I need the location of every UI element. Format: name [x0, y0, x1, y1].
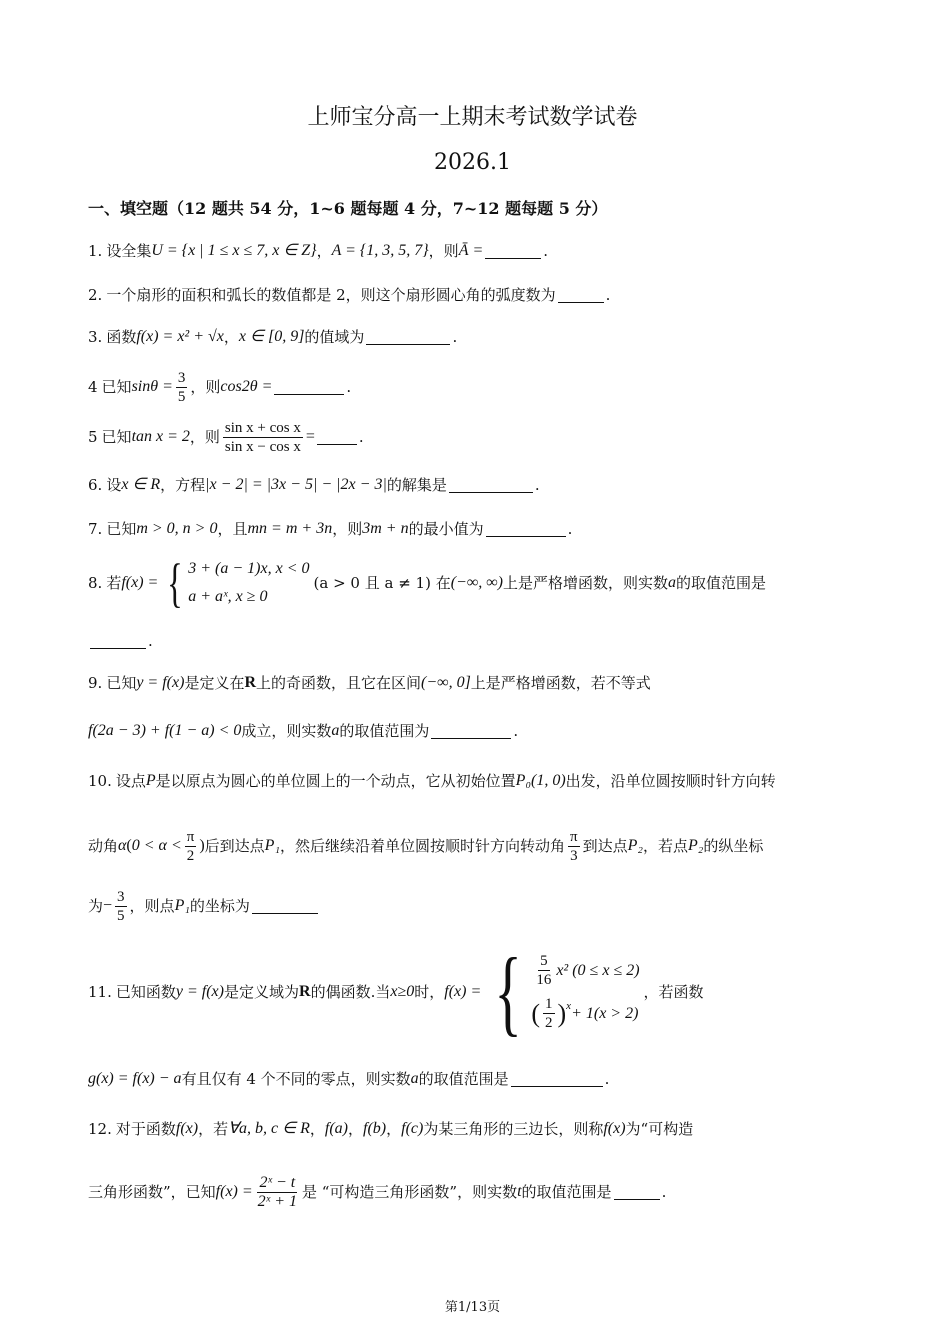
question-7 — [88, 518, 865, 540]
text: ， — [316, 242, 332, 260]
fraction — [115, 888, 127, 925]
text: 已知函数 — [115, 983, 176, 1001]
denominator: 2 — [186, 847, 195, 864]
text: . — [346, 378, 352, 396]
text: 的解集是 — [386, 476, 447, 494]
math-fc: f(c) — [401, 1120, 424, 1137]
question-number: 3. — [88, 328, 103, 346]
piece-row-1 — [531, 952, 639, 989]
exam-title: 上师宝分高一上期末考试数学试卷 — [307, 105, 638, 130]
text: ，则 — [332, 520, 363, 538]
numerator: 1 — [545, 996, 553, 1012]
text: 的坐标为 — [189, 897, 250, 915]
text: ，则 — [189, 428, 220, 446]
math-point: P₂ — [687, 837, 704, 854]
text: 后到达点 — [204, 837, 265, 855]
brace-symbol: { — [494, 938, 523, 1045]
text: 是定义域为 — [223, 983, 299, 1001]
math-set-u: U = {x | 1 ≤ x ≤ 7, x ∈ Z} — [151, 242, 317, 259]
answer-blank — [252, 899, 318, 914]
paren: ) — [199, 837, 205, 854]
question-9-continued — [88, 720, 865, 742]
text: 为某三角形的三边长，则称 — [423, 1120, 604, 1138]
denominator: 5 — [117, 907, 125, 924]
math-expr: cos2θ = — [220, 378, 273, 395]
question-12-continued — [88, 1168, 865, 1216]
math-equation: |x − 2| = |3x − 5| − |2x − 3| — [205, 476, 387, 493]
numerator: π — [186, 828, 195, 845]
text: ，则 — [428, 242, 459, 260]
text: 的最小值为 — [408, 520, 484, 538]
text: 设点 — [115, 772, 146, 790]
text: 已知 — [106, 674, 137, 692]
numerator: 5 — [540, 953, 548, 969]
piecewise — [485, 938, 640, 1045]
question-3 — [88, 326, 865, 348]
text: ，若 — [198, 1120, 229, 1138]
math-r: R — [244, 674, 257, 691]
fraction — [176, 369, 188, 406]
math-eq: = — [305, 428, 315, 445]
text: . — [358, 428, 364, 446]
numerator: sin x + cos x — [224, 419, 301, 436]
text: 设全集 — [106, 242, 152, 260]
text: 是定义在 — [184, 674, 245, 692]
text: 函数 — [106, 328, 137, 346]
math-expr: f(x) — [175, 1120, 199, 1137]
text: 动角 — [88, 837, 119, 855]
math-fa: f(a) — [324, 1120, 348, 1137]
text: 一个扇形的面积和弧长的数值都是 2，则这个扇形圆心角的弧度数为 — [106, 286, 556, 304]
piece-row-2: ( $\frac{1}{2}$ ) x + 1(x > 2) — [531, 996, 639, 1031]
question-11-continued — [88, 1068, 865, 1090]
text: 已知 — [101, 428, 132, 446]
answer-blank — [274, 380, 344, 395]
question-number: 4 — [88, 378, 98, 396]
text: (a > 0 且 a ≠ 1) 在 — [313, 574, 451, 592]
math-point: P₀(1, 0) — [515, 772, 566, 789]
math-expr: g(x) = f(x) − a — [88, 1070, 182, 1087]
paren: ( — [126, 837, 132, 854]
answer-blank — [614, 1185, 660, 1200]
text: 为“可构造 — [625, 1120, 694, 1138]
text: 成立，则实数 — [241, 722, 332, 740]
math-inequality: f(2a − 3) + f(1 − a) < 0 — [88, 722, 242, 739]
section-heading: 一、填空题（12 题共 54 分，1~6 题每题 4 分，7~12 题每题 5 分） — [88, 199, 608, 218]
numerator: 3 — [117, 888, 125, 905]
math-sign: − — [103, 897, 113, 914]
text: 的取值范围是 — [418, 1070, 509, 1088]
fraction — [185, 828, 197, 865]
math-lhs: f(x) = — [215, 1183, 253, 1200]
math-set-a: A = {1, 3, 5, 7} — [331, 242, 429, 259]
text: 的值域为 — [304, 328, 365, 346]
answer-blank — [486, 522, 566, 537]
math-var: a — [410, 1070, 419, 1087]
text: 若 — [106, 574, 122, 592]
text: . — [604, 1070, 610, 1088]
question-12: 12. 对于函数 f(x) ，若 ∀a, b, c ∈ R ， f(a) ， f(b) ， f(c) 为某三角形的三边长，则称 f(x) 为“可构造 — [88, 1120, 694, 1138]
math-point: P₁ — [174, 897, 190, 914]
text: ，然后继续沿着单位圆按顺时针方向转动角 — [280, 837, 566, 855]
text: 时， — [414, 983, 445, 1001]
text: 是以原点为圆心的单位圆上的一个动点，它从初始位置 — [155, 772, 516, 790]
text: . — [661, 1183, 667, 1201]
piece-expr: x² (0 ≤ x ≤ 2) — [556, 961, 640, 979]
text: . — [605, 286, 611, 304]
denominator: 16 — [536, 972, 552, 988]
question-number: 1. — [88, 242, 103, 260]
denominator: 2 — [545, 1015, 553, 1031]
text: . — [534, 476, 540, 494]
math-domain: x ∈ [0, 9] — [238, 328, 305, 345]
text: 到达点 — [582, 837, 628, 855]
math-expr: y = f(x) — [136, 674, 185, 691]
question-number: 11. — [88, 983, 112, 1001]
question-number: 9. — [88, 674, 103, 692]
question-10-line-2 — [88, 822, 865, 870]
numerator: π — [570, 828, 578, 845]
question-2 — [88, 284, 865, 306]
math-r: R — [299, 983, 311, 1000]
piece-row-2: a + aˣ, x ≥ 0 — [188, 588, 268, 605]
text: 三角形函数”，已知 — [88, 1183, 216, 1201]
piece-row-1: 3 + (a − 1)x, x < 0 — [188, 560, 310, 577]
text: ，则点 — [129, 897, 175, 915]
answer-blank — [558, 288, 604, 303]
text: ，且 — [217, 520, 248, 538]
math-cond: x ∈ R — [121, 476, 161, 493]
math-interval: (−∞, 0] — [421, 674, 471, 691]
text: 是 “可构造三角形函数”，则实数 — [301, 1183, 518, 1201]
answer-blank — [511, 1072, 603, 1087]
text: 已知 — [106, 520, 137, 538]
math-cond: m > 0, n > 0 — [136, 520, 218, 537]
question-10-line-3 — [88, 882, 865, 930]
fraction — [223, 419, 303, 456]
text: 已知 — [101, 378, 132, 396]
denominator: sin x − cos x — [224, 438, 301, 455]
math-point: P₁ — [264, 837, 281, 854]
math-cond: ∀a, b, c ∈ R — [228, 1120, 310, 1137]
math-interval: (−∞, ∞) — [450, 574, 503, 591]
question-6 — [88, 474, 865, 496]
page-footer: 第1/13页 — [444, 1300, 501, 1315]
math-expr: f(x) — [603, 1120, 626, 1137]
question-8 — [88, 552, 865, 614]
brace-symbol: { — [167, 553, 184, 613]
math-equation: mn = m + 3n — [247, 520, 333, 537]
text: 的偶函数.当 — [310, 983, 391, 1001]
math-expr: f(x) = x² + √x — [136, 328, 224, 345]
question-10 — [88, 770, 865, 792]
math-expr: Ā = — [458, 242, 484, 259]
math-var: a — [667, 574, 676, 591]
math-lhs: sinθ = — [131, 378, 173, 395]
denominator: 2ˣ + 1 — [257, 1192, 297, 1210]
answer-blank — [449, 478, 533, 493]
text: ，方程 — [160, 476, 206, 494]
text: . — [148, 632, 153, 650]
math-point: P₂ — [627, 837, 643, 854]
question-number: 6. — [88, 476, 103, 494]
math-expr: y = f(x) — [175, 983, 224, 1000]
text: 上是严格增函数，则实数 — [502, 574, 668, 592]
denominator: 3 — [570, 847, 578, 864]
math-lhs: f(x) = — [121, 574, 159, 591]
text: 为 — [88, 897, 104, 915]
text: 的取值范围是 — [521, 1183, 612, 1201]
question-4 — [88, 364, 865, 410]
text: 的取值范围是 — [675, 574, 766, 592]
text: . — [513, 722, 519, 740]
question-8-continued — [88, 630, 865, 652]
question-number: 12. — [88, 1120, 112, 1138]
answer-blank — [431, 724, 511, 739]
numerator: 3 — [177, 369, 186, 386]
math-expr: 3m + n — [362, 520, 409, 537]
math-fb: f(b) — [363, 1120, 387, 1137]
answer-blank — [90, 634, 146, 649]
math-cond: x≥0 — [390, 983, 415, 1000]
text: 上是严格增函数，若不等式 — [470, 674, 651, 692]
fraction — [256, 1174, 299, 1211]
question-number: 8. — [88, 574, 103, 592]
math-var: a — [331, 722, 340, 739]
denominator: 5 — [177, 388, 186, 405]
text: 的取值范围为 — [339, 722, 430, 740]
text: 的纵坐标 — [703, 837, 764, 855]
question-number: 2. — [88, 286, 103, 304]
piecewise — [162, 553, 309, 613]
text: . — [543, 242, 549, 260]
math-var: P — [145, 772, 156, 789]
piece-expr: + 1(x > 2) — [571, 1004, 639, 1022]
text: ，若函数 — [643, 983, 704, 1001]
text: 设 — [106, 476, 122, 494]
math-var: α — [118, 837, 127, 854]
text: ，若点 — [642, 837, 688, 855]
text: 出发，沿单位圆按顺时针方向转 — [565, 772, 776, 790]
exam-date: 2026.1 — [434, 150, 511, 175]
question-number: 10. — [88, 772, 112, 790]
text: ， — [223, 328, 239, 346]
question-9 — [88, 672, 865, 694]
text: 上的奇函数，且它在区间 — [256, 674, 422, 692]
question-11 — [88, 940, 865, 1044]
text: ，则 — [190, 378, 221, 396]
question-1 — [88, 240, 865, 262]
text: . — [452, 328, 458, 346]
answer-blank — [485, 244, 541, 259]
answer-blank — [317, 430, 357, 445]
math-expr: tan x = 2 — [131, 428, 190, 445]
text: 有且仅有 4 个不同的零点，则实数 — [181, 1070, 411, 1088]
math-var: t — [517, 1183, 522, 1200]
question-number: 7. — [88, 520, 103, 538]
question-5 — [88, 414, 865, 460]
text: 对于函数 — [115, 1120, 176, 1138]
math-lhs: f(x) = — [444, 983, 482, 1000]
text: . — [567, 520, 573, 538]
math-cond: 0 < α < — [131, 837, 182, 854]
answer-blank — [366, 330, 450, 345]
numerator: 2ˣ − t — [259, 1173, 296, 1191]
fraction — [568, 828, 580, 865]
question-number: 5 — [88, 428, 98, 446]
